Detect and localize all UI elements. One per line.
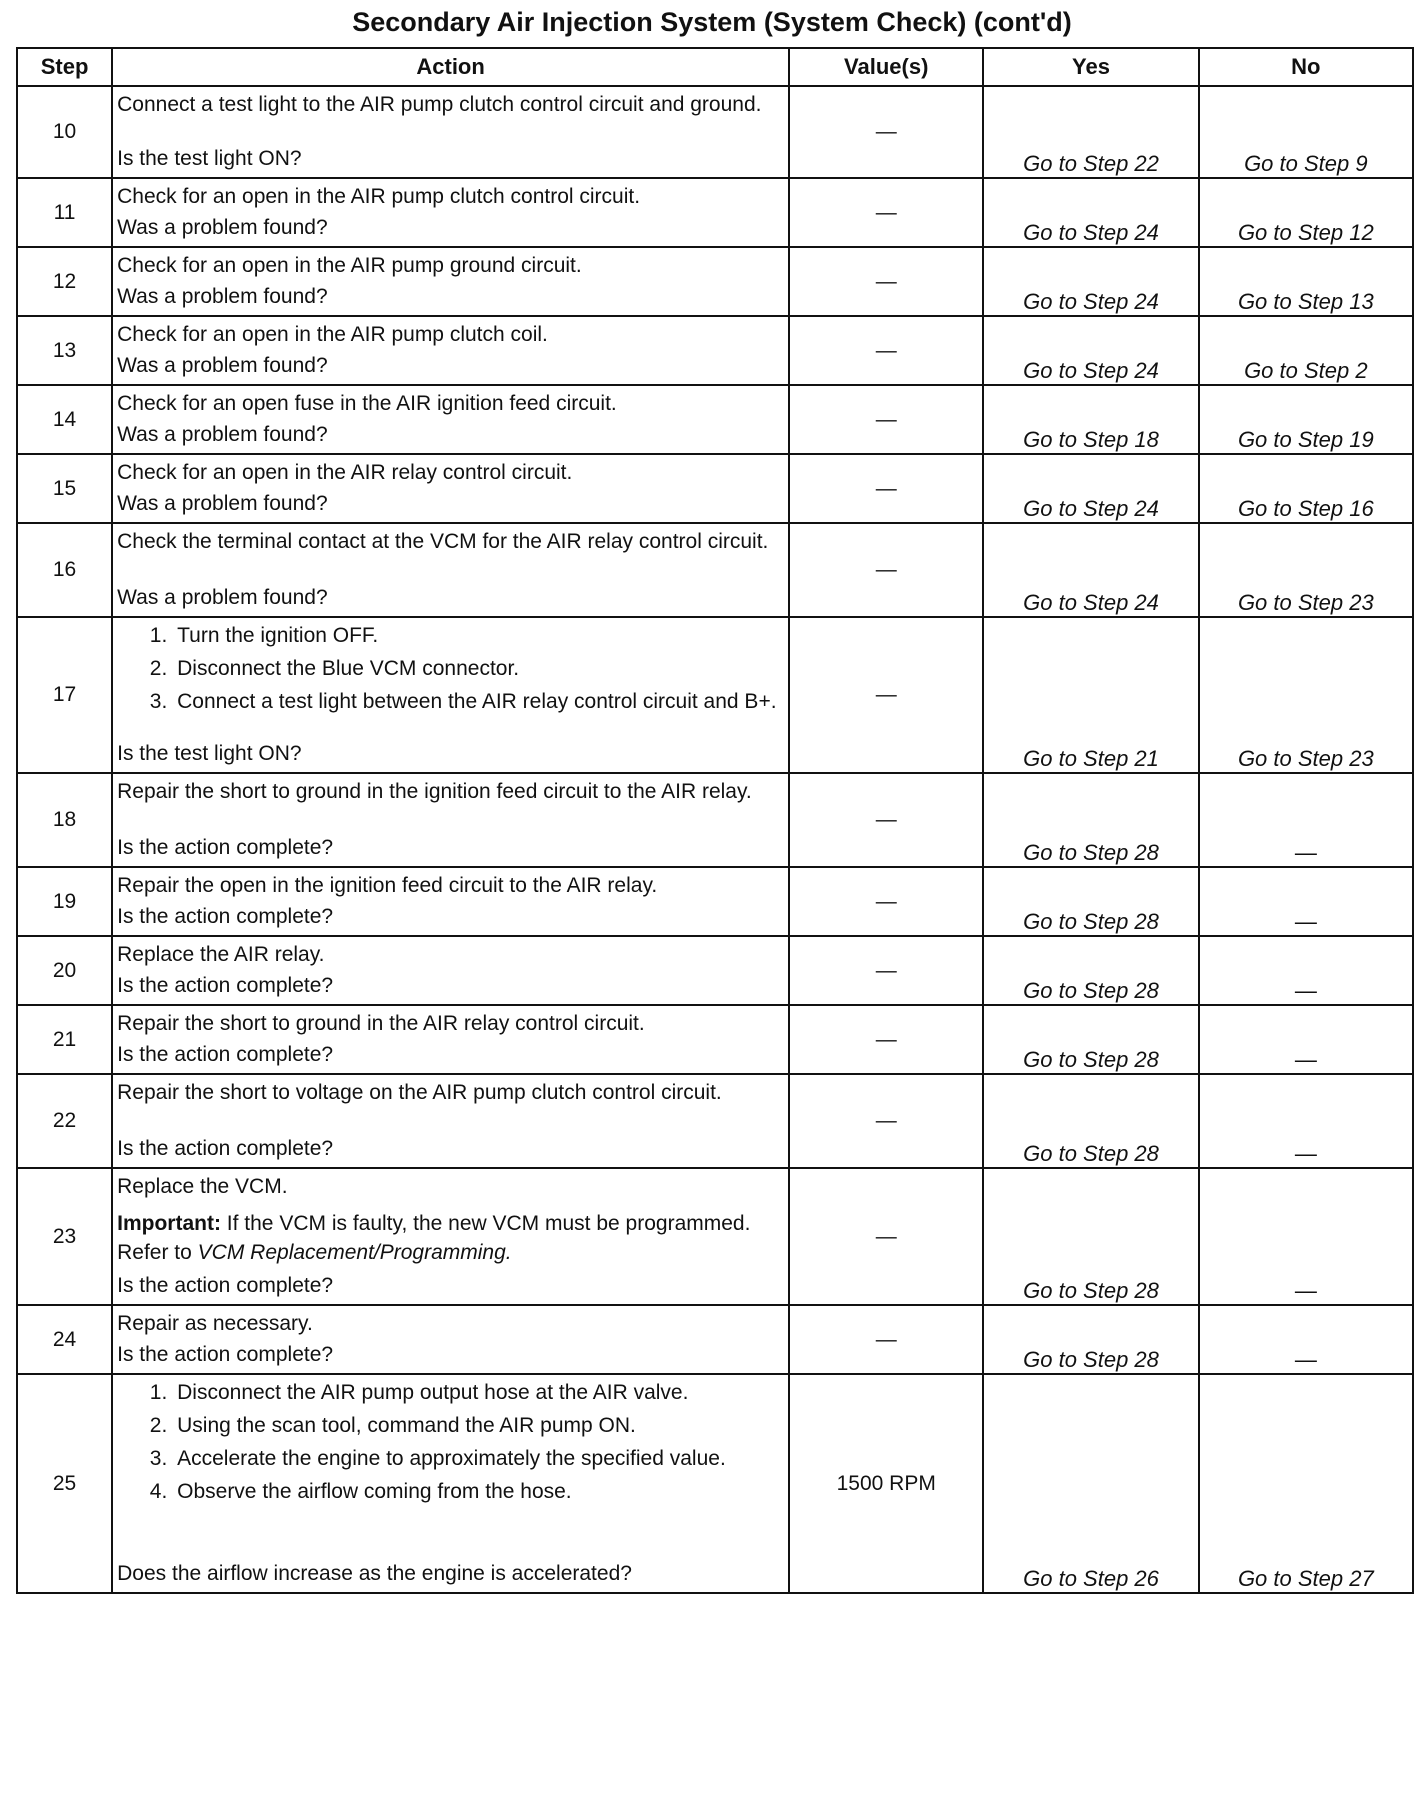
action-instructions (117, 251, 784, 280)
action-text: Repair the open in the ignition feed circuit to the AIR relay. (117, 874, 658, 897)
table-row (17, 523, 1413, 617)
step-number: 24 (17, 1305, 112, 1374)
action-question: Was a problem found? (117, 285, 328, 308)
table-row (17, 454, 1413, 523)
numbered-step: 1. Disconnect the AIR pump output hose at the AIR valve. (173, 1378, 784, 1407)
important-text: If the VCM is faulty, the new VCM must be programmed. Refer to (117, 1212, 751, 1264)
table-row (17, 773, 1413, 867)
table-row (17, 1005, 1413, 1074)
value-cell: — (789, 454, 983, 523)
table-row (17, 617, 1413, 773)
action-instructions (117, 1172, 784, 1267)
yes-link[interactable]: Go to Step 28 (983, 1168, 1198, 1305)
table-row (17, 1305, 1413, 1374)
action-instructions (117, 182, 784, 211)
action-cell (112, 178, 789, 247)
action-question: Was a problem found? (117, 216, 328, 239)
no-link[interactable]: Go to Step 16 (1199, 454, 1413, 523)
table-row (17, 316, 1413, 385)
numbered-step: 3. Connect a test light between the AIR relay control circuit and B+. (173, 687, 784, 716)
action-cell (112, 1074, 789, 1168)
action-cell (112, 617, 789, 773)
yes-link[interactable]: Go to Step 28 (983, 1074, 1198, 1168)
no-link: — (1199, 773, 1413, 867)
action-question: Is the action complete? (117, 905, 334, 928)
action-content (113, 248, 788, 315)
step-number: 20 (17, 936, 112, 1005)
step-number: 10 (17, 86, 112, 178)
step-number: 25 (17, 1374, 112, 1593)
no-link: — (1199, 1074, 1413, 1168)
action-content (113, 317, 788, 384)
step-number: 15 (17, 454, 112, 523)
value-cell: — (789, 1305, 983, 1374)
table-row (17, 1168, 1413, 1305)
action-text: Repair the short to ground in the AIR relay control circuit. (117, 1012, 645, 1035)
header-value: Value(s) (789, 48, 983, 86)
step-number: 22 (17, 1074, 112, 1168)
table-row (17, 1374, 1413, 1593)
action-text: Replace the AIR relay. (117, 943, 325, 966)
table-row (17, 86, 1413, 178)
action-cell (112, 1305, 789, 1374)
action-cell (112, 867, 789, 936)
action-question: Was a problem found? (117, 423, 328, 446)
action-question: Is the action complete? (117, 1043, 334, 1066)
step-number: 23 (17, 1168, 112, 1305)
table-row (17, 1074, 1413, 1168)
value-cell: — (789, 247, 983, 316)
table-row (17, 247, 1413, 316)
action-text: Check for an open in the AIR pump clutch control circuit. (117, 185, 641, 208)
no-link: — (1199, 1168, 1413, 1305)
step-number: 18 (17, 773, 112, 867)
action-content (113, 937, 788, 1004)
action-instructions (117, 90, 784, 119)
action-text: Check for an open in the AIR relay control circuit. (117, 461, 573, 484)
action-content (113, 87, 788, 177)
action-cell (112, 247, 789, 316)
header-action: Action (112, 48, 789, 86)
numbered-step: 1. Turn the ignition OFF. (173, 621, 784, 650)
numbered-step: 4. Observe the airflow coming from the hose. (173, 1477, 784, 1506)
action-text: Replace the VCM. (117, 1175, 288, 1198)
yes-link[interactable]: Go to Step 21 (983, 617, 1198, 773)
yes-link[interactable]: Go to Step 24 (983, 454, 1198, 523)
no-link[interactable]: Go to Step 13 (1199, 247, 1413, 316)
action-text: Connect a test light to the AIR pump clutch control circuit and ground. (117, 93, 762, 116)
numbered-step: 2. Using the scan tool, command the AIR pump ON. (173, 1411, 784, 1440)
action-content (113, 1006, 788, 1073)
step-number: 12 (17, 247, 112, 316)
action-instructions (117, 1078, 784, 1107)
value-cell: — (789, 1074, 983, 1168)
yes-link[interactable]: Go to Step 28 (983, 773, 1198, 867)
action-instructions (117, 458, 784, 487)
yes-link[interactable]: Go to Step 24 (983, 316, 1198, 385)
important-label: Important: (117, 1212, 221, 1235)
page-title: Secondary Air Injection System (System Check) (cont'd) (352, 7, 1072, 37)
action-cell (112, 1374, 789, 1593)
yes-link[interactable]: Go to Step 28 (983, 1005, 1198, 1074)
header-step: Step (17, 48, 112, 86)
action-cell (112, 1168, 789, 1305)
no-link: — (1199, 1005, 1413, 1074)
step-number: 16 (17, 523, 112, 617)
action-instructions (117, 940, 784, 969)
value-cell: — (789, 617, 983, 773)
action-text: Check for an open fuse in the AIR ignition feed circuit. (117, 392, 617, 415)
header-yes: Yes (983, 48, 1198, 86)
action-text: Check the terminal contact at the VCM for the AIR relay control circuit. (117, 530, 769, 553)
value-cell: — (789, 867, 983, 936)
numbered-step: 3. Accelerate the engine to approximately the specified value. (173, 1444, 784, 1473)
action-instructions (117, 1378, 784, 1510)
action-text: Repair the short to voltage on the AIR pump clutch control circuit. (117, 1081, 722, 1104)
no-link[interactable]: Go to Step 23 (1199, 523, 1413, 617)
action-instructions (117, 1009, 784, 1038)
action-question: Is the test light ON? (117, 742, 302, 765)
action-content (113, 1075, 788, 1167)
action-instructions (117, 871, 784, 900)
yes-link[interactable]: Go to Step 28 (983, 936, 1198, 1005)
action-content (113, 1169, 788, 1304)
no-link[interactable]: Go to Step 9 (1199, 86, 1413, 178)
diagnostic-table (16, 47, 1414, 1594)
action-question: Is the action complete? (117, 1343, 334, 1366)
action-cell (112, 454, 789, 523)
no-link: — (1199, 867, 1413, 936)
action-text: Repair as necessary. (117, 1312, 313, 1335)
step-number: 19 (17, 867, 112, 936)
no-link: — (1199, 936, 1413, 1005)
action-instructions (117, 777, 784, 806)
procedure-reference: VCM Replacement/Programming. (197, 1241, 512, 1264)
step-number: 21 (17, 1005, 112, 1074)
no-link[interactable]: Go to Step 2 (1199, 316, 1413, 385)
value-cell: — (789, 523, 983, 617)
no-link: — (1199, 1305, 1413, 1374)
action-instructions (117, 320, 784, 349)
numbered-steps (117, 621, 784, 716)
action-question: Is the action complete? (117, 1274, 334, 1297)
action-cell (112, 773, 789, 867)
action-question: Was a problem found? (117, 492, 328, 515)
step-number: 11 (17, 178, 112, 247)
action-cell (112, 86, 789, 178)
action-content (113, 1375, 788, 1592)
action-content (113, 868, 788, 935)
yes-link[interactable]: Go to Step 26 (983, 1374, 1198, 1593)
numbered-steps (117, 1378, 784, 1506)
action-instructions (117, 1309, 784, 1338)
yes-link[interactable]: Go to Step 28 (983, 867, 1198, 936)
table-row (17, 867, 1413, 936)
table-row (17, 178, 1413, 247)
step-number: 14 (17, 385, 112, 454)
action-instructions (117, 527, 784, 556)
action-content (113, 524, 788, 616)
action-cell (112, 936, 789, 1005)
yes-link[interactable]: Go to Step 24 (983, 247, 1198, 316)
action-text: Check for an open in the AIR pump ground circuit. (117, 254, 582, 277)
action-question: Does the airflow increase as the engine is accelerated? (117, 1562, 632, 1585)
action-cell (112, 1005, 789, 1074)
action-text: Check for an open in the AIR pump clutch coil. (117, 323, 548, 346)
action-content (113, 1306, 788, 1373)
no-link[interactable]: Go to Step 23 (1199, 617, 1413, 773)
action-cell (112, 316, 789, 385)
value-cell: — (789, 316, 983, 385)
yes-link[interactable]: Go to Step 24 (983, 523, 1198, 617)
yes-link[interactable]: Go to Step 22 (983, 86, 1198, 178)
important-note (117, 1209, 784, 1267)
value-cell: 1500 RPM (789, 1374, 983, 1593)
action-question: Is the action complete? (117, 974, 334, 997)
no-link[interactable]: Go to Step 19 (1199, 385, 1413, 454)
table-row (17, 936, 1413, 1005)
action-content (113, 618, 788, 772)
numbered-step: 2. Disconnect the Blue VCM connector. (173, 654, 784, 683)
value-cell: — (789, 1005, 983, 1074)
action-question: Was a problem found? (117, 354, 328, 377)
yes-link[interactable]: Go to Step 28 (983, 1305, 1198, 1374)
step-number: 13 (17, 316, 112, 385)
action-question: Is the action complete? (117, 1137, 334, 1160)
value-cell: — (789, 385, 983, 454)
action-content (113, 455, 788, 522)
action-cell (112, 523, 789, 617)
value-cell: — (789, 936, 983, 1005)
action-instructions (117, 621, 784, 720)
action-instructions (117, 389, 784, 418)
header-no: No (1199, 48, 1413, 86)
action-question: Is the action complete? (117, 836, 334, 859)
value-cell: — (789, 1168, 983, 1305)
yes-link[interactable]: Go to Step 18 (983, 385, 1198, 454)
no-link[interactable]: Go to Step 12 (1199, 178, 1413, 247)
action-content (113, 774, 788, 866)
no-link[interactable]: Go to Step 27 (1199, 1374, 1413, 1593)
table-header-row (17, 48, 1413, 86)
value-cell: — (789, 86, 983, 178)
yes-link[interactable]: Go to Step 24 (983, 178, 1198, 247)
value-cell: — (789, 178, 983, 247)
value-cell: — (789, 773, 983, 867)
action-content (113, 179, 788, 246)
step-number: 17 (17, 617, 112, 773)
action-content (113, 386, 788, 453)
action-question: Was a problem found? (117, 586, 328, 609)
action-text: Repair the short to ground in the ignition feed circuit to the AIR relay. (117, 780, 752, 803)
table-row (17, 385, 1413, 454)
action-question: Is the test light ON? (117, 147, 302, 170)
action-cell (112, 385, 789, 454)
